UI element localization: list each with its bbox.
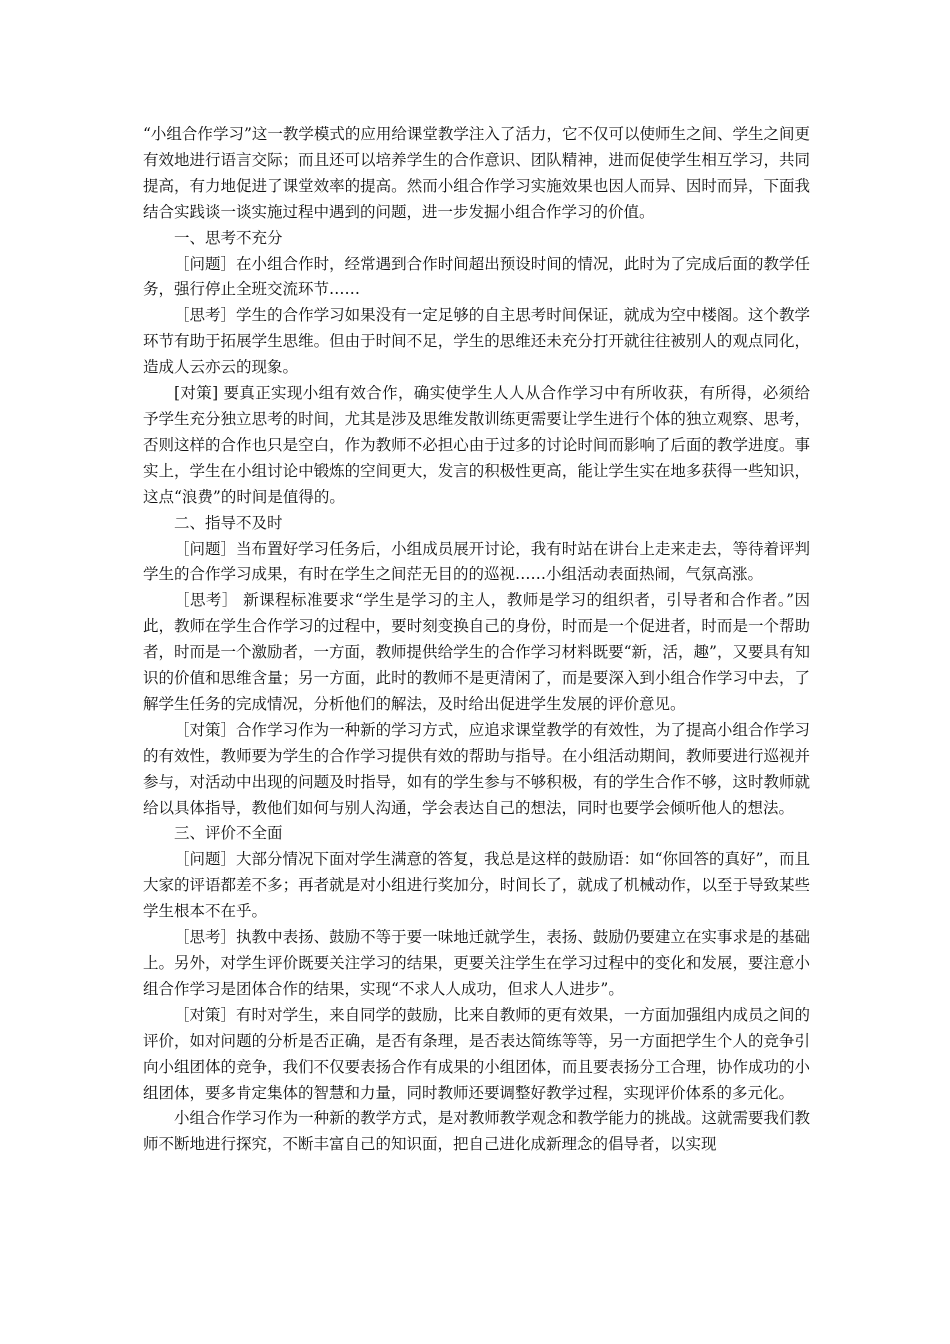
section-3-reflection: ［思考］执教中表扬、鼓励不等于要一味地迁就学生，表扬、鼓励仍要建立在实事求是的基础上。另外，对学生评价既要关注学习的结果，更要关注学生在学习过程中的变化和发展，要注意小组合作学习是团体合作的结果，实现“不求人人成功，但求人人进步”。 <box>143 928 810 998</box>
section-1-problem: ［问题］在小组合作时，经常遇到合作时间超出预设时间的情况，此时为了完成后面的教学任务，强行停止全班交流环节…… <box>143 254 810 299</box>
section-2-problem: ［问题］当布置好学习任务后，小组成员展开讨论，我有时站在讲台上走来走去，等待着评判学生的合作学习成果，有时在学生之间茫无目的的巡视……小组活动表面热闹，气氛高涨。 <box>143 539 810 584</box>
section-3-problem: ［问题］大部分情况下面对学生满意的答复，我总是这样的鼓励语：如“你回答的真好”，而且大家的评语都差不多；再者就是对小组进行奖加分，时间长了，就成了机械动作，以至于导致某些学生根本不在乎。 <box>143 850 810 921</box>
section-3-strategy: ［对策］有时对学生，来自同学的鼓励，比来自教师的更有效果，一方面加强组内成员之间的评价，如对问题的分析是否正确，是否有条理，是否表达简练等等，另一方面把学生个人的竞争引向小组团体的竞争，我们不仅要表扬合作有成果的小组团体，而且要表扬分工合理，协作成功的小组团体，要多肯定集体的智慧和力量，同时教师还要调整好教学过程，实现评价体系的多元化。 <box>143 1005 810 1102</box>
section-1-reflection: ［思考］学生的合作学习如果没有一定足够的自主思考时间保证，就成为空中楼阁。这个教学环节有助于拓展学生思维。但由于时间不足，学生的思维还未充分打开就往往被别人的观点同化，造成人云亦云的现象。 <box>143 306 810 377</box>
section-heading-3: 三、评价不全面 <box>174 824 283 843</box>
section-heading-2: 二、指导不及时 <box>174 513 283 532</box>
document-body <box>143 122 810 1158</box>
intro-paragraph: “小组合作学习”这一教学模式的应用给课堂教学注入了活力，它不仅可以使师生之间、学生之间更有效地进行语言交际；而且还可以培养学生的合作意识、团队精神，进而促使学生相互学习，共同提高，有力地促进了课堂效率的提高。然而小组合作学习实施效果也因人而异、因时而异，下面我结合实践谈一谈实施过程中遇到的问题，进一步发掘小组合作学习的价值。 <box>143 125 810 221</box>
section-1-strategy: [对策] 要真正实现小组有效合作，确实使学生人人从合作学习中有所收获，有所得，必须给予学生充分独立思考的时间，尤其是涉及思维发散训练更需要让学生进行个体的独立观察、思考，否则这样的合作也只是空白，作为教师不必担心由于过多的讨论时间而影响了后面的教学进度。事实上，学生在小组讨论中锻炼的空间更大，发言的积极性更高，能让学生实在地多获得一些知识，这点“浪费”的时间是值得的。 <box>143 384 810 506</box>
conclusion-paragraph: 小组合作学习作为一种新的教学方式，是对教师教学观念和教学能力的挑战。这就需要我们教师不断地进行探究，不断丰富自己的知识面，把自己进化成新理念的倡导者，以实现 <box>143 1109 810 1154</box>
section-heading-1: 一、思考不充分 <box>174 228 283 247</box>
section-2-strategy: ［对策］合作学习作为一种新的学习方式，应追求课堂教学的有效性，为了提高小组合作学习的有效性，教师要为学生的合作学习提供有效的帮助与指导。在小组活动期间，教师要进行巡视并参与，对活动中出现的问题及时指导，如有的学生参与不够积极，有的学生合作不够，这时教师就给以具体指导，教他们如何与别人沟通，学会表达自己的想法，同时也要学会倾听他人的想法。 <box>143 720 810 817</box>
section-2-reflection: ［思考］ 新课程标准要求“学生是学习的主人，教师是学习的组织者，引导者和合作者。”因此，教师在学生合作学习的过程中，要时刻变换自己的身份，时而是一个促进者，时而是一个帮助者，时而是一个激励者，一方面，教师提供给学生的合作学习材料既要“新，活，趣”，又要具有知识的价值和思维含量；另一方面，此时的教师不是更清闲了，而是要深入到小组合作学习中去，了解学生任务的完成情况，分析他们的解法，及时给出促进学生发展的评价意见。 <box>143 591 810 713</box>
